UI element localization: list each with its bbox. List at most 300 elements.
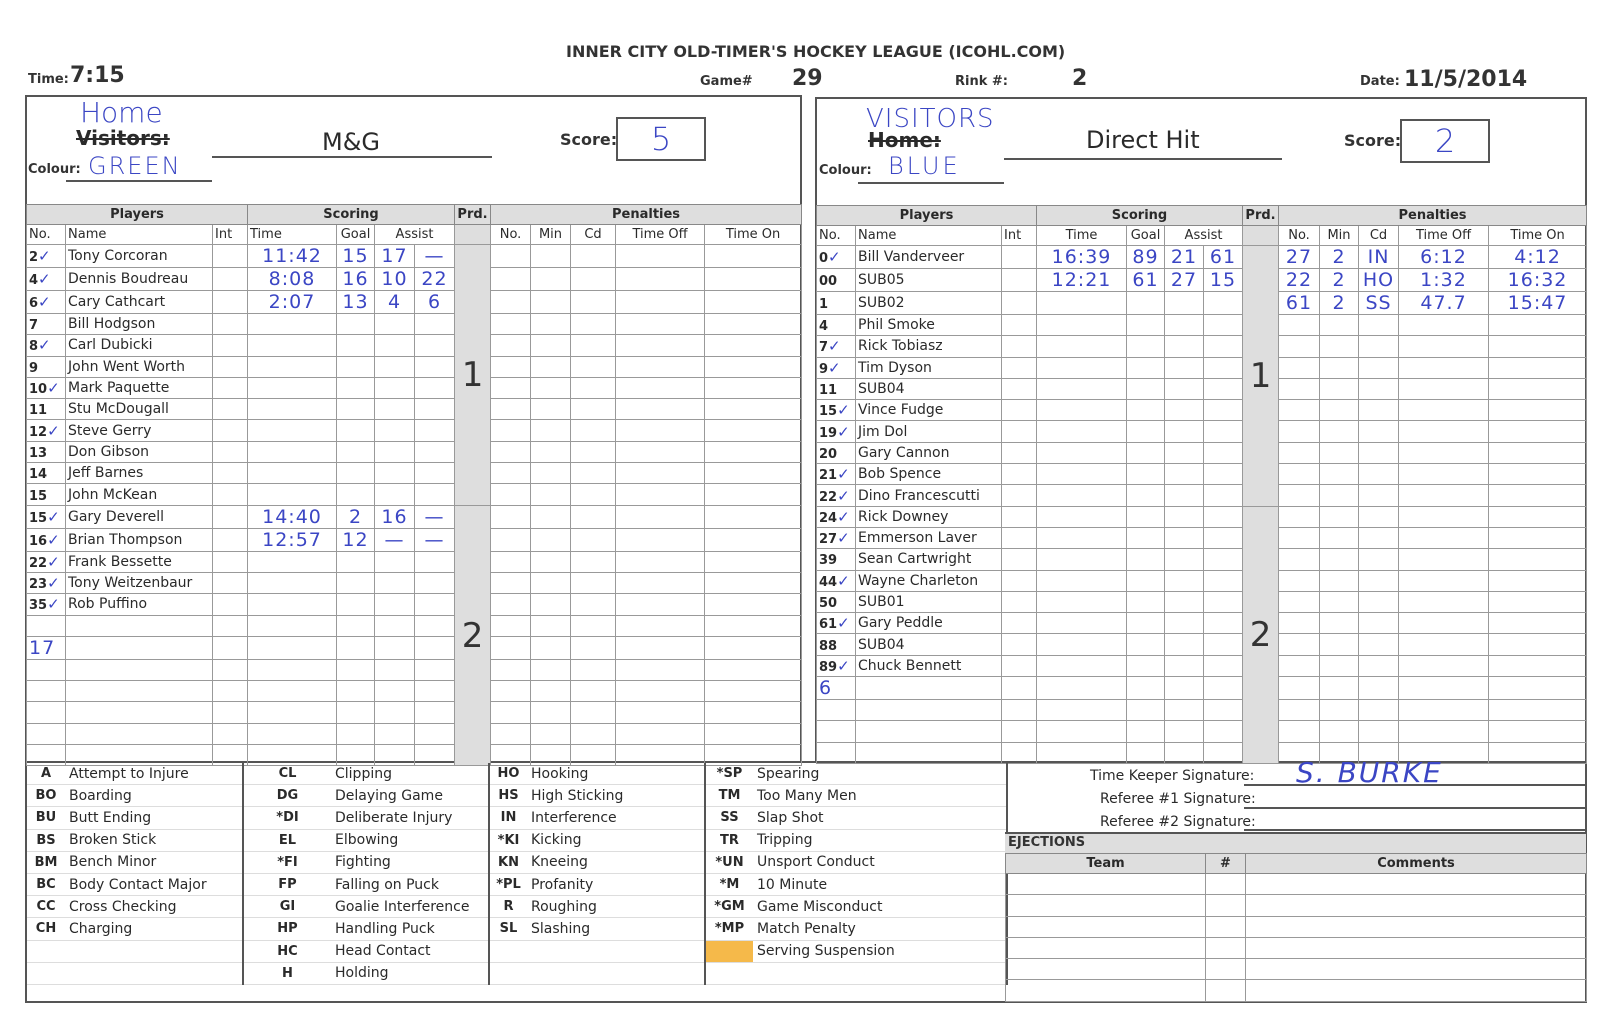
player-name[interactable]: Dennis Boudreau: [66, 268, 213, 291]
penalty-cd[interactable]: [1359, 506, 1399, 527]
penalty-off[interactable]: [1399, 506, 1489, 527]
penalty-off[interactable]: [616, 572, 705, 593]
penalty-on[interactable]: [705, 572, 802, 593]
penalty-min[interactable]: [1320, 634, 1359, 655]
player-number[interactable]: [817, 421, 856, 442]
player-name[interactable]: Bill Hodgson: [66, 314, 213, 335]
scoring-time[interactable]: [248, 636, 337, 659]
penalty-on[interactable]: [1489, 464, 1587, 485]
penalty-cd[interactable]: [571, 702, 616, 723]
player-number[interactable]: [27, 291, 66, 314]
penalty-on[interactable]: [1489, 442, 1587, 463]
int-cell[interactable]: [1002, 464, 1037, 485]
scoring-goal[interactable]: [1127, 613, 1165, 634]
penalty-no[interactable]: [491, 723, 531, 744]
ejection-cell[interactable]: [1006, 895, 1206, 916]
scoring-a2[interactable]: [415, 356, 455, 377]
penalty-min[interactable]: [531, 594, 571, 615]
scoring-time[interactable]: [1037, 464, 1127, 485]
scoring-time[interactable]: [248, 399, 337, 420]
penalty-off[interactable]: [1399, 655, 1489, 676]
penalty-off[interactable]: [616, 291, 705, 314]
player-number[interactable]: [817, 655, 856, 676]
player-name[interactable]: Gary Deverell: [66, 505, 213, 528]
penalty-no[interactable]: [491, 377, 531, 398]
scoring-goal[interactable]: 2: [337, 505, 375, 528]
scoring-a1[interactable]: [1165, 700, 1204, 721]
home-colour[interactable]: GREEN: [88, 152, 182, 180]
player-number[interactable]: [27, 723, 66, 744]
player-name[interactable]: Chuck Bennett: [856, 655, 1002, 676]
scoring-time[interactable]: [248, 659, 337, 680]
player-name[interactable]: [66, 636, 213, 659]
scoring-goal[interactable]: [1127, 527, 1165, 548]
scoring-goal[interactable]: [337, 377, 375, 398]
int-cell[interactable]: [213, 441, 248, 462]
int-cell[interactable]: [213, 291, 248, 314]
penalty-cd[interactable]: [571, 245, 616, 268]
scoring-time[interactable]: 14:40: [248, 505, 337, 528]
scoring-a1[interactable]: [375, 594, 415, 615]
penalty-no[interactable]: [491, 636, 531, 659]
scoring-a2[interactable]: —: [415, 505, 455, 528]
penalty-on[interactable]: [1489, 549, 1587, 570]
scoring-time[interactable]: [1037, 315, 1127, 336]
penalty-cd[interactable]: [1359, 721, 1399, 742]
int-cell[interactable]: [213, 245, 248, 268]
scoring-a2[interactable]: [1204, 549, 1243, 570]
scoring-a1[interactable]: [375, 551, 415, 572]
scoring-a1[interactable]: [1165, 442, 1204, 463]
scoring-goal[interactable]: [1127, 506, 1165, 527]
scoring-goal[interactable]: [337, 659, 375, 680]
scoring-time[interactable]: [1037, 613, 1127, 634]
ejection-cell[interactable]: [1006, 959, 1206, 980]
penalty-off[interactable]: [616, 399, 705, 420]
penalty-on[interactable]: [705, 505, 802, 528]
scoring-time[interactable]: [248, 420, 337, 441]
scoring-time[interactable]: [1037, 378, 1127, 399]
player-number[interactable]: [27, 681, 66, 702]
referee2-line[interactable]: [1244, 829, 1586, 831]
player-name[interactable]: Jeff Barnes: [66, 463, 213, 484]
penalty-no[interactable]: [1279, 378, 1320, 399]
penalty-cd[interactable]: [571, 484, 616, 505]
scoring-goal[interactable]: [1127, 700, 1165, 721]
player-name[interactable]: Gary Cannon: [856, 442, 1002, 463]
scoring-goal[interactable]: [1127, 315, 1165, 336]
scoring-a1[interactable]: [1165, 655, 1204, 676]
player-name[interactable]: Bill Vanderveer: [856, 246, 1002, 269]
penalty-no[interactable]: [1279, 700, 1320, 721]
penalty-min[interactable]: [1320, 442, 1359, 463]
scoring-a1[interactable]: [375, 463, 415, 484]
player-name[interactable]: Steve Gerry: [66, 420, 213, 441]
penalty-min[interactable]: [531, 399, 571, 420]
player-name[interactable]: [856, 721, 1002, 742]
scoring-goal[interactable]: [337, 484, 375, 505]
penalty-on[interactable]: [705, 636, 802, 659]
penalty-on[interactable]: [1489, 485, 1587, 506]
scoring-a1[interactable]: [1165, 378, 1204, 399]
int-cell[interactable]: [213, 268, 248, 291]
penalty-on[interactable]: [1489, 570, 1587, 591]
ejection-cell[interactable]: [1246, 959, 1587, 980]
scoring-a2[interactable]: [1204, 655, 1243, 676]
ejection-cell[interactable]: [1206, 959, 1246, 980]
ejection-cell[interactable]: [1246, 980, 1587, 1001]
scoring-a2[interactable]: [415, 484, 455, 505]
scoring-time[interactable]: [248, 484, 337, 505]
scoring-a1[interactable]: —: [375, 528, 415, 551]
scoring-a2[interactable]: [415, 659, 455, 680]
penalty-cd[interactable]: [571, 335, 616, 356]
scoring-a2[interactable]: [415, 702, 455, 723]
penalty-min[interactable]: [531, 377, 571, 398]
player-number[interactable]: [817, 549, 856, 570]
scoring-a2[interactable]: —: [415, 528, 455, 551]
int-cell[interactable]: [213, 399, 248, 420]
scoring-a2[interactable]: [1204, 613, 1243, 634]
penalty-min[interactable]: [1320, 336, 1359, 357]
player-name[interactable]: Jim Dol: [856, 421, 1002, 442]
penalty-min[interactable]: [1320, 378, 1359, 399]
scoring-goal[interactable]: [1127, 378, 1165, 399]
penalty-on[interactable]: [705, 615, 802, 636]
penalty-min[interactable]: [1320, 357, 1359, 378]
penalty-off[interactable]: [1399, 677, 1489, 700]
penalty-no[interactable]: [1279, 721, 1320, 742]
player-number[interactable]: [27, 245, 66, 268]
penalty-min[interactable]: [531, 356, 571, 377]
int-cell[interactable]: [213, 659, 248, 680]
scoring-time[interactable]: [248, 551, 337, 572]
int-cell[interactable]: [1002, 655, 1037, 676]
penalty-cd[interactable]: [1359, 336, 1399, 357]
scoring-a1[interactable]: [1165, 742, 1204, 763]
player-number[interactable]: [27, 484, 66, 505]
penalty-on[interactable]: [705, 314, 802, 335]
visitors-colour[interactable]: BLUE: [888, 152, 961, 180]
int-cell[interactable]: [213, 463, 248, 484]
penalty-cd[interactable]: [1359, 591, 1399, 612]
penalty-off[interactable]: [616, 594, 705, 615]
scoring-time[interactable]: [1037, 721, 1127, 742]
penalty-on[interactable]: [1489, 400, 1587, 421]
penalty-min[interactable]: [1320, 464, 1359, 485]
penalty-cd[interactable]: [1359, 634, 1399, 655]
penalty-min[interactable]: [531, 245, 571, 268]
scoring-time[interactable]: [248, 681, 337, 702]
penalty-min[interactable]: [1320, 400, 1359, 421]
scoring-time[interactable]: [1037, 400, 1127, 421]
player-number[interactable]: [817, 742, 856, 763]
home-score-box[interactable]: [616, 117, 706, 161]
scoring-goal[interactable]: [1127, 292, 1165, 315]
penalty-cd[interactable]: [571, 636, 616, 659]
penalty-min[interactable]: [531, 659, 571, 680]
int-cell[interactable]: [213, 572, 248, 593]
scoring-a1[interactable]: [375, 399, 415, 420]
scoring-time[interactable]: [248, 723, 337, 744]
penalty-on[interactable]: [705, 268, 802, 291]
scoring-a2[interactable]: [415, 551, 455, 572]
player-name[interactable]: SUB04: [856, 378, 1002, 399]
player-number[interactable]: [817, 613, 856, 634]
scoring-a2[interactable]: [1204, 506, 1243, 527]
penalty-off[interactable]: [1399, 378, 1489, 399]
player-number[interactable]: [817, 700, 856, 721]
scoring-a1[interactable]: [375, 420, 415, 441]
penalty-on[interactable]: [705, 528, 802, 551]
penalty-no[interactable]: [491, 356, 531, 377]
player-name[interactable]: Wayne Charleton: [856, 570, 1002, 591]
scoring-time[interactable]: [1037, 506, 1127, 527]
penalty-cd[interactable]: [571, 399, 616, 420]
penalty-off[interactable]: [616, 441, 705, 462]
scoring-time[interactable]: 2:07: [248, 291, 337, 314]
player-number[interactable]: [27, 615, 66, 636]
penalty-off[interactable]: [616, 377, 705, 398]
int-cell[interactable]: [213, 356, 248, 377]
scoring-a1[interactable]: [375, 702, 415, 723]
penalty-cd[interactable]: [1359, 400, 1399, 421]
scoring-a1[interactable]: [375, 377, 415, 398]
penalty-no[interactable]: [1279, 421, 1320, 442]
scoring-goal[interactable]: [337, 463, 375, 484]
scoring-a1[interactable]: [1165, 591, 1204, 612]
scoring-a1[interactable]: [1165, 464, 1204, 485]
scoring-time[interactable]: 11:42: [248, 245, 337, 268]
int-cell[interactable]: [1002, 721, 1037, 742]
player-name[interactable]: SUB02: [856, 292, 1002, 315]
player-name[interactable]: Brian Thompson: [66, 528, 213, 551]
scoring-time[interactable]: [248, 463, 337, 484]
scoring-a2[interactable]: [1204, 292, 1243, 315]
player-name[interactable]: Gary Peddle: [856, 613, 1002, 634]
penalty-min[interactable]: [1320, 549, 1359, 570]
penalty-no[interactable]: [1279, 655, 1320, 676]
scoring-time[interactable]: [248, 441, 337, 462]
penalty-min[interactable]: [531, 681, 571, 702]
scoring-a2[interactable]: [415, 420, 455, 441]
scoring-a2[interactable]: [415, 594, 455, 615]
penalty-cd[interactable]: [571, 291, 616, 314]
penalty-cd[interactable]: [571, 659, 616, 680]
penalty-min[interactable]: [531, 484, 571, 505]
penalty-min[interactable]: [1320, 655, 1359, 676]
penalty-off[interactable]: [1399, 570, 1489, 591]
scoring-a1[interactable]: [375, 356, 415, 377]
player-number[interactable]: [817, 591, 856, 612]
penalty-cd[interactable]: [1359, 378, 1399, 399]
player-number[interactable]: [27, 399, 66, 420]
penalty-min[interactable]: [1320, 570, 1359, 591]
penalty-cd[interactable]: [571, 441, 616, 462]
penalty-cd[interactable]: [1359, 570, 1399, 591]
penalty-no[interactable]: [491, 441, 531, 462]
penalty-off[interactable]: [1399, 634, 1489, 655]
penalty-off[interactable]: [1399, 400, 1489, 421]
scoring-a1[interactable]: [1165, 336, 1204, 357]
penalty-on[interactable]: [1489, 506, 1587, 527]
scoring-time[interactable]: 8:08: [248, 268, 337, 291]
penalty-min[interactable]: [1320, 506, 1359, 527]
penalty-on[interactable]: [705, 723, 802, 744]
scoring-a2[interactable]: [1204, 634, 1243, 655]
scoring-a2[interactable]: [415, 335, 455, 356]
penalty-no[interactable]: 27: [1279, 246, 1320, 269]
ejection-cell[interactable]: [1006, 980, 1206, 1001]
int-cell[interactable]: [213, 377, 248, 398]
penalty-no[interactable]: [491, 615, 531, 636]
player-name[interactable]: Carl Dubicki: [66, 335, 213, 356]
penalty-on[interactable]: 4:12: [1489, 246, 1587, 269]
scoring-a2[interactable]: [1204, 442, 1243, 463]
player-name[interactable]: Dino Francescutti: [856, 485, 1002, 506]
scoring-a1[interactable]: [1165, 357, 1204, 378]
int-cell[interactable]: [1002, 400, 1037, 421]
penalty-cd[interactable]: [1359, 677, 1399, 700]
int-cell[interactable]: [1002, 742, 1037, 763]
penalty-min[interactable]: [1320, 485, 1359, 506]
scoring-goal[interactable]: [337, 702, 375, 723]
scoring-goal[interactable]: [1127, 570, 1165, 591]
player-name[interactable]: [856, 677, 1002, 700]
player-number[interactable]: [817, 527, 856, 548]
penalty-off[interactable]: [616, 505, 705, 528]
player-number[interactable]: [817, 336, 856, 357]
scoring-time[interactable]: [1037, 677, 1127, 700]
int-cell[interactable]: [213, 723, 248, 744]
penalty-no[interactable]: [1279, 400, 1320, 421]
player-name[interactable]: Stu McDougall: [66, 399, 213, 420]
scoring-goal[interactable]: [337, 594, 375, 615]
scoring-a2[interactable]: [1204, 742, 1243, 763]
ejection-cell[interactable]: [1246, 874, 1587, 895]
int-cell[interactable]: [1002, 442, 1037, 463]
player-name[interactable]: Emmerson Laver: [856, 527, 1002, 548]
penalty-off[interactable]: [616, 681, 705, 702]
penalty-no[interactable]: [491, 659, 531, 680]
scoring-a1[interactable]: [375, 314, 415, 335]
penalty-min[interactable]: [531, 505, 571, 528]
int-cell[interactable]: [213, 314, 248, 335]
visitors-score-box[interactable]: [1400, 119, 1490, 163]
penalty-min[interactable]: 2: [1320, 292, 1359, 315]
player-name[interactable]: Frank Bessette: [66, 551, 213, 572]
player-name[interactable]: Don Gibson: [66, 441, 213, 462]
penalty-on[interactable]: [1489, 357, 1587, 378]
player-name[interactable]: Phil Smoke: [856, 315, 1002, 336]
int-cell[interactable]: [1002, 677, 1037, 700]
int-cell[interactable]: [213, 636, 248, 659]
player-number[interactable]: [27, 420, 66, 441]
player-name[interactable]: [66, 723, 213, 744]
ejection-cell[interactable]: [1246, 916, 1587, 937]
scoring-goal[interactable]: [1127, 549, 1165, 570]
timekeeper-signature[interactable]: S. BURKE: [1296, 756, 1443, 789]
int-cell[interactable]: [1002, 634, 1037, 655]
penalty-min[interactable]: [531, 572, 571, 593]
scoring-goal[interactable]: 16: [337, 268, 375, 291]
scoring-a1[interactable]: [1165, 315, 1204, 336]
penalty-on[interactable]: 16:32: [1489, 269, 1587, 292]
player-number[interactable]: [817, 378, 856, 399]
scoring-time[interactable]: 12:57: [248, 528, 337, 551]
home-team-name[interactable]: M&G: [322, 128, 381, 156]
int-cell[interactable]: [1002, 527, 1037, 548]
penalty-no[interactable]: [1279, 613, 1320, 634]
scoring-goal[interactable]: [1127, 485, 1165, 506]
penalty-cd[interactable]: [571, 681, 616, 702]
player-number[interactable]: [27, 636, 66, 659]
player-name[interactable]: Rick Tobiasz: [856, 336, 1002, 357]
scoring-time[interactable]: [1037, 527, 1127, 548]
int-cell[interactable]: [1002, 246, 1037, 269]
penalty-cd[interactable]: [571, 314, 616, 335]
penalty-min[interactable]: [1320, 721, 1359, 742]
penalty-off[interactable]: [616, 245, 705, 268]
penalty-min[interactable]: [531, 314, 571, 335]
penalty-no[interactable]: [491, 594, 531, 615]
scoring-a2[interactable]: [415, 314, 455, 335]
scoring-goal[interactable]: [337, 615, 375, 636]
ejection-cell[interactable]: [1246, 937, 1587, 958]
player-number[interactable]: [27, 377, 66, 398]
penalty-on[interactable]: [705, 356, 802, 377]
penalty-cd[interactable]: [1359, 464, 1399, 485]
scoring-a1[interactable]: [1165, 485, 1204, 506]
int-cell[interactable]: [1002, 549, 1037, 570]
scoring-a2[interactable]: [1204, 527, 1243, 548]
player-name[interactable]: [66, 659, 213, 680]
penalty-no[interactable]: [1279, 591, 1320, 612]
penalty-off[interactable]: [616, 551, 705, 572]
penalty-no[interactable]: [1279, 549, 1320, 570]
penalty-off[interactable]: [616, 356, 705, 377]
scoring-goal[interactable]: [337, 356, 375, 377]
int-cell[interactable]: [1002, 570, 1037, 591]
scoring-time[interactable]: [1037, 357, 1127, 378]
scoring-a1[interactable]: [1165, 634, 1204, 655]
int-cell[interactable]: [213, 681, 248, 702]
scoring-a2[interactable]: [415, 636, 455, 659]
penalty-off[interactable]: [616, 659, 705, 680]
penalty-min[interactable]: [1320, 527, 1359, 548]
player-number[interactable]: [817, 315, 856, 336]
scoring-time[interactable]: [248, 356, 337, 377]
penalty-on[interactable]: [1489, 591, 1587, 612]
penalty-on[interactable]: [705, 681, 802, 702]
penalty-cd[interactable]: [1359, 655, 1399, 676]
penalty-cd[interactable]: [571, 572, 616, 593]
penalty-on[interactable]: [705, 484, 802, 505]
penalty-no[interactable]: 22: [1279, 269, 1320, 292]
penalty-no[interactable]: [1279, 357, 1320, 378]
int-cell[interactable]: [1002, 613, 1037, 634]
penalty-on[interactable]: [1489, 378, 1587, 399]
penalty-on[interactable]: [705, 245, 802, 268]
referee1-line[interactable]: [1244, 807, 1586, 809]
scoring-goal[interactable]: 61: [1127, 269, 1165, 292]
penalty-on[interactable]: [1489, 634, 1587, 655]
player-name[interactable]: Mark Paquette: [66, 377, 213, 398]
scoring-time[interactable]: [248, 335, 337, 356]
penalty-off[interactable]: [616, 463, 705, 484]
scoring-a1[interactable]: [1165, 506, 1204, 527]
scoring-goal[interactable]: [337, 636, 375, 659]
